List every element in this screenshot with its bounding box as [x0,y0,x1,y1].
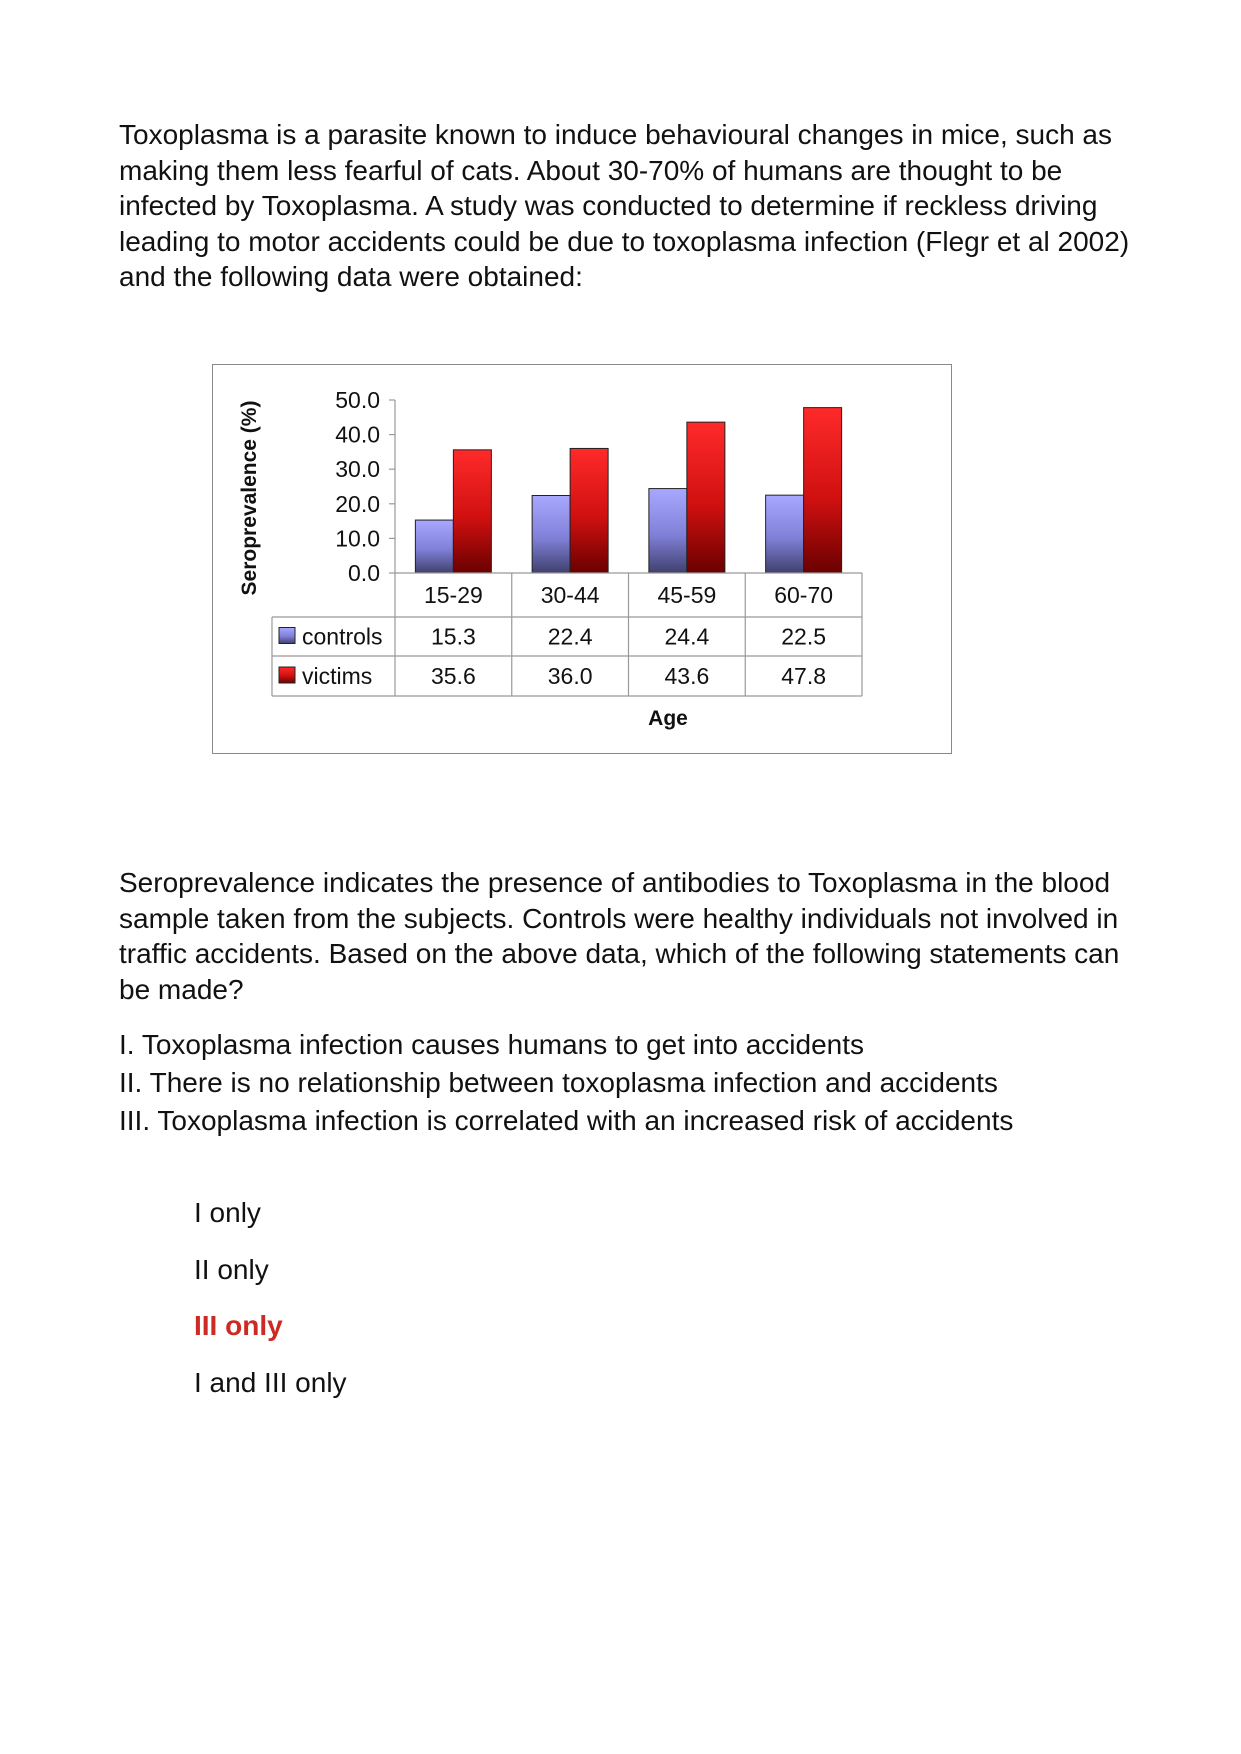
bar-controls-60-70 [766,495,804,573]
bar-controls-30-44 [532,495,570,573]
legend-label-victims: victims [302,663,373,689]
data-label: 24.4 [664,623,710,650]
y-tick-label: 10.0 [335,525,380,552]
statement-list [119,1026,1013,1140]
data-label: 43.6 [664,663,710,689]
data-label: 47.8 [781,663,827,689]
statement-item: II. There is no relationship between toxoplasma infection and accidents [119,1067,998,1098]
y-tick-label: 20.0 [335,490,380,517]
intro-paragraph: Toxoplasma is a parasite known to induce behavioural changes in mice, such as making them less fearful of cats. About 30-70% of humans are thought to be infected by Toxoplasma. A study was conducted to determine if reckless driving leading to motor accidents could be due to toxoplasma infection (Flegr et al 2002) and the following data were obtained: [119,119,1130,292]
explanation-paragraph: Seroprevalence indicates the presence of antibodies to Toxoplasma in the blood sample taken from the subjects. Controls were healthy individuals not involved in traffic accidents. Based on the above data, which of the following statements can be made? [119,867,1120,1005]
y-tick-label: 0.0 [348,560,380,586]
x-tick-label: 30-44 [540,582,600,608]
legend-label-controls: controls [302,623,383,650]
legend-swatch-victims [279,667,295,683]
y-tick-label: 30.0 [335,456,380,483]
bar-victims-30-44 [570,448,608,573]
x-tick-label: 15-29 [423,582,483,608]
x-axis-title: Age [648,707,688,730]
answer-options [194,1196,347,1422]
x-tick-label: 45-59 [657,582,717,608]
answer-option-i-only[interactable]: I only [194,1197,261,1228]
data-label: 35.6 [430,663,476,689]
statement-item: I. Toxoplasma infection causes humans to get into accidents [119,1029,865,1060]
bar-victims-15-29 [453,450,491,573]
answer-option-ii-only[interactable]: II only [194,1253,269,1285]
answer-option-iii-only[interactable]: III only [194,1310,283,1341]
data-label: 15.3 [430,623,476,650]
y-tick-label: 50.0 [335,387,380,413]
x-tick-label: 60-70 [774,582,834,608]
bar-victims-45-59 [687,422,725,573]
seroprevalence-chart [212,364,952,754]
y-axis-title: Seroprevalence (%) [238,400,261,596]
answer-option-i-and-iii-only[interactable]: I and III only [194,1366,347,1398]
bar-controls-15-29 [415,520,453,573]
data-label: 36.0 [547,663,593,689]
statement-item: III. Toxoplasma infection is correlated with an increased risk of accidents [119,1105,1014,1136]
bar-victims-60-70 [804,408,842,573]
data-label: 22.5 [781,623,827,650]
bar-controls-45-59 [649,489,687,573]
data-label: 22.4 [547,623,593,650]
y-tick-label: 40.0 [335,421,380,448]
legend-swatch-controls [279,628,295,644]
